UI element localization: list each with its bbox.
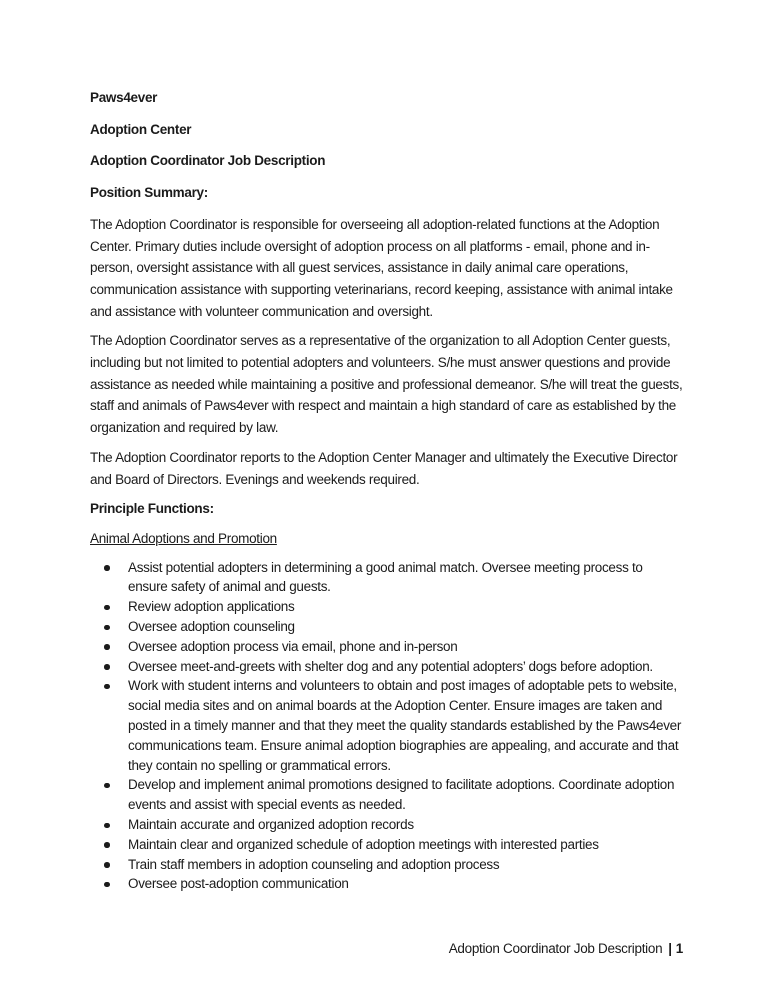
- footer-title: Adoption Coordinator Job Description: [448, 941, 663, 956]
- summary-paragraph: The Adoption Coordinator is responsible for overseeing all adoption-related functions at the Adoption Center. Primary duties include oversight of adoption process on all platforms - email, phone and in-person, oversight assistance with all guest services, assistance in daily animal care operations, communication assistance with supporting veterinarians, record keeping, assistance with animal intake and assistance with volunteer communication and oversight.: [90, 216, 673, 319]
- list-item: Train staff members in adoption counseling and adoption process: [90, 855, 683, 875]
- list-item: Develop and implement animal promotions designed to facilitate adoptions. Coordinate adoption events and assist with special events as needed.: [90, 775, 683, 815]
- department-name: Adoption Center: [90, 121, 192, 137]
- list-item: Work with student interns and volunteers to obtain and post images of adoptable pets to website, social media sites and on animal boards at the Adoption Center. Ensure images are taken and posted in a timely manner and that they meet the quality standards established by the Paws4ever communications team. Ensure animal adoption biographies are appealing, and accurate and that they contain no spelling or grammatical errors.: [90, 676, 683, 775]
- position-summary-heading: Position Summary:: [90, 185, 208, 201]
- list-item: Maintain clear and organized schedule of adoption meetings with interested parties: [90, 835, 683, 855]
- list-item: Maintain accurate and organized adoption records: [90, 815, 683, 835]
- list-item: Oversee adoption counseling: [90, 617, 683, 637]
- list-item: Oversee meet-and-greets with shelter dog and any potential adopters’ dogs before adoption.: [90, 657, 683, 677]
- list-item: Oversee post-adoption communication: [90, 874, 683, 894]
- list-item: Oversee adoption process via email, phone and in-person: [90, 637, 683, 657]
- summary-paragraph: The Adoption Coordinator reports to the Adoption Center Manager and ultimately the Executive Director and Board of Directors. Evenings and weekends required.: [90, 449, 678, 487]
- footer-page-number: 1: [675, 941, 683, 956]
- principle-functions-heading: Principle Functions:: [90, 501, 214, 517]
- footer-separator: |: [668, 941, 672, 956]
- duties-list: [90, 558, 683, 895]
- company-name: Paws4ever: [90, 90, 158, 105]
- page-footer: [449, 941, 683, 956]
- summary-paragraph: The Adoption Coordinator serves as a representative of the organization to all Adoption Center guests, including but not limited to potential adopters and volunteers. S/he must answer questions and provide assistance as needed while maintaining a positive and professional demeanor. S/he will treat the guests, staff and animals of Paws4ever with respect and maintain a high standard of care as established by the organization and required by law.: [90, 333, 683, 436]
- document-title: Adoption Coordinator Job Description: [90, 153, 326, 169]
- list-item: Review adoption applications: [90, 597, 683, 617]
- list-item: Assist potential adopters in determining a good animal match. Oversee meeting process to ensure safety of animal and guests.: [90, 558, 683, 598]
- section-heading-animal-adoptions: Animal Adoptions and Promotion: [90, 530, 277, 546]
